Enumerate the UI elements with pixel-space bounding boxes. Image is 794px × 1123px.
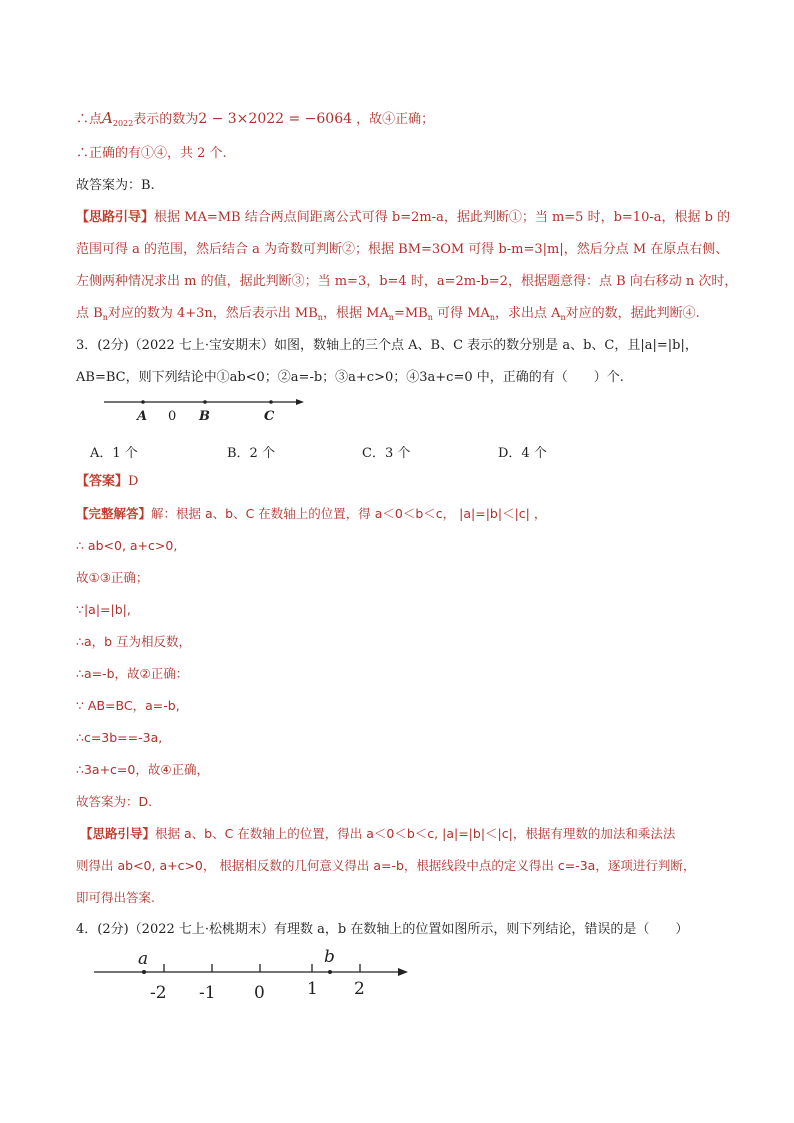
- point-a-dot: [142, 970, 146, 974]
- text-line: ∴正确的有①④，共 2 个.: [76, 146, 227, 161]
- solution-step: ∵|a|=|b|,: [76, 602, 131, 617]
- solution-step: ∴a，b 互为相反数，: [76, 634, 192, 649]
- point-b-dot: [328, 970, 332, 974]
- text-line: 即可得出答案.: [76, 890, 155, 905]
- text: 根据 MA=MB 结合两点间距离公式可得 b=2m-a，据此判断①；当 m=5 时，b=10-a，根据 b 的: [154, 210, 731, 225]
- section-tag: 【完整解答】: [76, 506, 152, 521]
- solution-step: ∴ ab<0, a+c>0,: [76, 538, 178, 553]
- label-c: C: [264, 409, 275, 424]
- question-3-line-1: 3．(2分)（2022 七上·宝安期末）如图，数轴上的三个点 A、B、C 表示的数分别是 a、b、C，且|a|=|b|，: [76, 338, 698, 353]
- point-b-dot: [203, 400, 207, 404]
- text: 对应的数，据此判断④.: [565, 306, 700, 321]
- label-a: a: [138, 949, 149, 969]
- text: ∴点: [76, 112, 103, 127]
- solution-step: ∴3a+c=0，故④正确，: [76, 762, 210, 777]
- solution-step: ∵ AB=BC，a=-b,: [76, 698, 180, 713]
- subscript: n: [317, 313, 323, 322]
- option-b: B．2 个: [227, 446, 275, 461]
- option-a: A．1 个: [90, 446, 138, 461]
- text: 点 B: [76, 306, 103, 321]
- tick-label: 0: [254, 983, 265, 1002]
- solution-step: 故①③正确；: [76, 570, 149, 585]
- tick-label: -2: [150, 983, 167, 1002]
- option-d: D．4 个: [498, 446, 547, 461]
- text-line: 范围可得 a 的范围，然后结合 a 为奇数可判断②；根据 BM=3OM 可得 b-m=3|m|，然后分点 M 在原点右侧、: [76, 242, 729, 257]
- text-line: [76, 110, 434, 128]
- text: 可得 MA: [432, 306, 490, 321]
- number-line-figure-4: [90, 946, 420, 1002]
- label-b: b: [324, 947, 335, 967]
- math-symbol: A: [102, 109, 113, 127]
- option-c: C．3 个: [362, 446, 411, 461]
- solution-step: ∴c=3b==-3a,: [76, 730, 163, 745]
- answer-line: [76, 474, 138, 490]
- solution-step: 故答案为：D.: [76, 794, 153, 809]
- number-line-figure-3: [100, 394, 310, 424]
- tick-label: 2: [354, 979, 365, 999]
- subscript: n: [489, 313, 495, 322]
- label-b: B: [199, 409, 210, 424]
- text-line: [76, 210, 730, 226]
- subscript: n: [102, 313, 108, 322]
- section-tag: 【答案】: [76, 474, 129, 489]
- formula: 2 − 3×2022 = −6064: [198, 111, 353, 127]
- text-line: 则得出 ab<0, a+c>0， 根据相反数的几何意义得出 a=-b，根据线段中点的定义得出 c=-3a，逐项进行判断，: [76, 858, 696, 873]
- text: ，求出点 A: [494, 306, 561, 321]
- solution-step: ∴a=-b，故②正确：: [76, 666, 189, 681]
- tick-label: 1: [307, 979, 318, 999]
- label-a: A: [137, 409, 148, 424]
- question-4-line: 4．(2分)（2022 七上·松桃期末）有理数 a，b 在数轴上的位置如图所示，则下列结论，错误的是（ ）: [76, 922, 689, 937]
- subscript: n: [560, 313, 566, 322]
- section-tag: 【思路引导】: [80, 826, 156, 841]
- text-line: 左侧两种情况求出 m 的值，据此判断③；当 m=3，b=4 时，a=2m-b=2，根据题意得：点 B 向右移动 n 次时，: [76, 274, 738, 289]
- subscript: n: [427, 313, 433, 322]
- text: 对应的数为 4+3n，然后表示出 MB: [107, 306, 318, 321]
- subscript: 2022: [112, 119, 134, 128]
- text: =MB: [393, 306, 428, 321]
- answer-value: D: [128, 474, 139, 489]
- text: ，根据 MA: [322, 306, 389, 321]
- text-line: [80, 826, 675, 842]
- question-3-line-2: AB=BC，则下列结论中①ab<0；②a=-b；③a+c>0；④3a+c=0 中，正确的有（ ）个.: [76, 370, 624, 385]
- section-tag: 【思路引导】: [76, 210, 155, 225]
- label-zero: 0: [168, 409, 177, 424]
- text: 解：根据 a、b、C 在数轴上的位置，得 a＜0＜b＜c， |a|=|b|＜|c| ，: [151, 506, 547, 521]
- text: ，故④正确；: [352, 112, 435, 127]
- text-line: [76, 306, 700, 322]
- text: 根据 a、b、C 在数轴上的位置，得出 a＜0＜b＜c, |a|=|b|＜|c|，根据有理数的加法和乘法法: [155, 826, 676, 841]
- text-line: [76, 506, 546, 522]
- tick-label: -1: [199, 983, 216, 1002]
- subscript: n: [388, 313, 394, 322]
- point-a-dot: [141, 400, 145, 404]
- text-line: 故答案为：B.: [76, 178, 155, 193]
- point-c-dot: [269, 400, 273, 404]
- text: 表示的数为: [133, 112, 199, 127]
